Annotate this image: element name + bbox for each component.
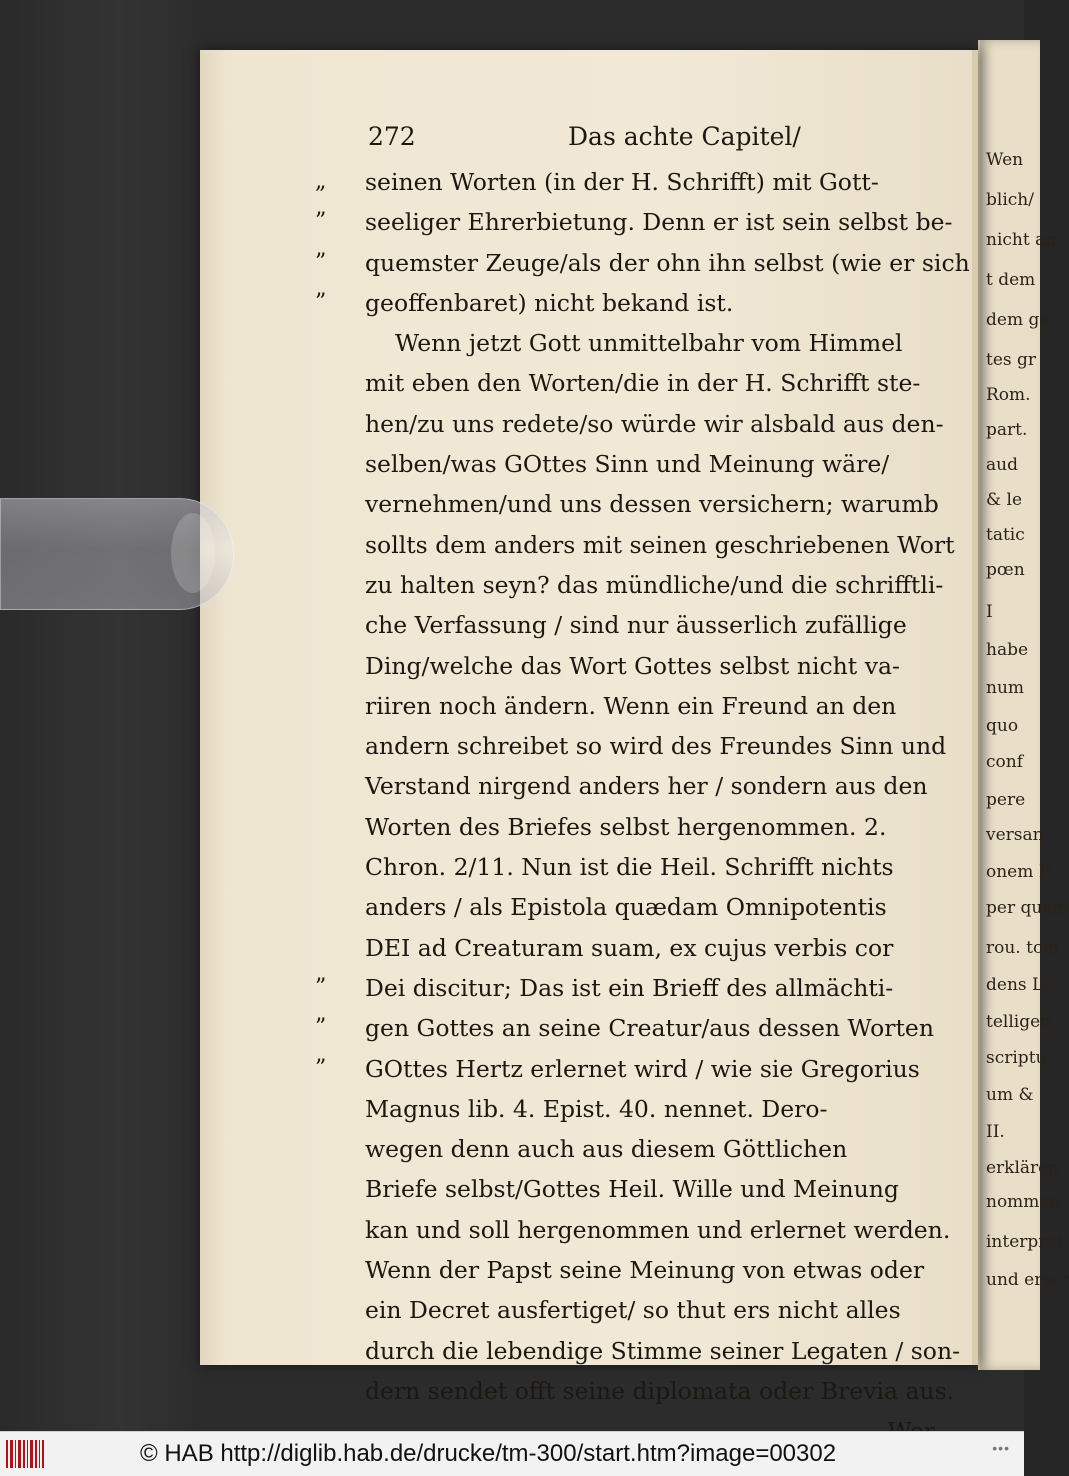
margin-quote-mark: ” — [315, 289, 327, 315]
text-line — [365, 363, 945, 403]
text-line — [365, 1290, 945, 1330]
text-line — [315, 968, 945, 1008]
facing-page-fragment: quo — [986, 716, 1019, 736]
text-line — [365, 646, 945, 686]
hab-logo-icon — [6, 1440, 44, 1468]
text-line — [365, 807, 945, 847]
more-icon[interactable]: ••• — [992, 1440, 1010, 1456]
text-line-content: seeliger Ehrerbietung. Denn er ist sein selbst be- — [365, 208, 953, 237]
copyright-url[interactable]: © HAB http://diglib.hab.de/drucke/tm-300/start.htm?image=00302 — [140, 1440, 837, 1467]
text-line-content: DEI ad Creaturam suam, ex cujus verbis cor — [365, 933, 894, 962]
text-line-content: zu halten seyn? das mündliche/und die schrifftli- — [365, 570, 944, 599]
text-line — [365, 887, 945, 927]
facing-page-fragment: nicht an — [986, 230, 1057, 250]
status-bar — [0, 1431, 1024, 1476]
text-line-content: sollts dem anders mit seinen geschriebenen Wort — [365, 530, 955, 559]
text-line — [365, 928, 945, 968]
page-number: 272 — [368, 122, 416, 151]
facing-page-fragment: und ersor — [986, 1270, 1069, 1290]
text-line-content: mit eben den Worten/die in der H. Schrifft ste- — [365, 369, 921, 398]
facing-page-fragment: dem ge — [986, 310, 1050, 330]
facing-page-fragment: Wen — [986, 150, 1024, 170]
facing-page-fragment: erklären — [986, 1158, 1060, 1178]
text-line — [315, 162, 945, 202]
text-line — [365, 444, 945, 484]
text-line — [365, 484, 945, 524]
facing-page-fragment: pœn — [986, 560, 1025, 580]
page-edge — [972, 50, 978, 1365]
facing-page-fragment: blich/ — [986, 190, 1034, 210]
facing-page-fragment: per quam — [986, 898, 1069, 918]
text-line-content: Wenn der Papst seine Meinung von etwas oder — [365, 1256, 925, 1285]
text-line — [365, 1331, 961, 1371]
text-line-content: durch die lebendige Stimme seiner Legaten / son- — [365, 1336, 961, 1365]
text-line-content: wegen denn auch aus diesem Göttlichen — [365, 1135, 848, 1164]
margin-quote-mark: ” — [315, 974, 327, 1000]
text-line-content: selben/was GOttes Sinn und Meinung wäre/ — [365, 450, 890, 479]
facing-page-fragment: I — [986, 602, 993, 622]
text-line — [365, 404, 945, 444]
text-line — [315, 283, 945, 323]
facing-page-fragment: num — [986, 678, 1025, 698]
text-line-content: Verstand nirgend anders her / sondern aus den — [365, 772, 928, 801]
text-line — [315, 1049, 945, 1089]
text-line — [365, 847, 945, 887]
text-line-content: Wenn jetzt Gott unmittelbahr vom Himmel — [395, 329, 903, 358]
facing-page-fragment: pere — [986, 790, 1026, 810]
text-line-content: che Verfassung / sind nur äusserlich zufällige — [365, 611, 907, 640]
text-line-content: andern schreibet so wird des Freundes Sinn und — [365, 732, 947, 761]
text-line-content: vernehmen/und uns dessen versichern; warumb — [365, 490, 939, 519]
text-line — [315, 243, 970, 283]
facing-page — [978, 40, 1069, 1370]
text-line — [365, 1371, 955, 1411]
text-line — [365, 726, 945, 766]
text-line — [315, 1008, 945, 1048]
margin-quote-mark: ” — [315, 249, 327, 275]
text-line — [365, 686, 945, 726]
text-line-content: geoffenbaret) nicht bekand ist. — [365, 288, 734, 317]
text-line-content: seinen Worten (in der H. Schrifft) mit Gott- — [365, 168, 879, 196]
text-block — [315, 162, 970, 1452]
facing-page-fragment: telligen — [986, 1012, 1052, 1032]
book-page — [200, 50, 978, 1405]
text-line-content: Dei discitur; Das ist ein Brieff des allmächti- — [365, 973, 894, 1002]
facing-page-fragment: dens Le — [986, 975, 1054, 995]
text-line-content: gen Gottes an seine Creatur/aus dessen Worten — [365, 1014, 934, 1043]
text-line-content: anders / als Epistola quædam Omnipotentis — [365, 893, 887, 922]
text-line-content: kan und soll hergenommen und erlernet werden. — [365, 1215, 951, 1244]
text-line — [315, 202, 953, 242]
margin-quote-mark: ” — [315, 1055, 327, 1081]
text-line — [365, 1250, 945, 1290]
facing-page-fragment: versan — [986, 825, 1044, 845]
facing-page-fragment: tatic — [986, 525, 1025, 545]
text-line-content: riiren noch ändern. Wenn ein Freund an den — [365, 691, 897, 720]
text-line — [365, 565, 945, 605]
facing-page-fragment: onem P — [986, 862, 1051, 882]
facing-page-fragment: interpret. — [986, 1232, 1069, 1252]
facing-page-fragment: Rom. — [986, 385, 1031, 405]
facing-page-fragment: conf — [986, 752, 1023, 772]
facing-page-fragment: aud — [986, 455, 1018, 475]
margin-quote-mark: ” — [315, 1015, 327, 1041]
text-line-content: Briefe selbst/Gottes Heil. Wille und Meinung — [365, 1175, 899, 1204]
text-line-content: dern sendet offt seine diplomata oder Brevia aus. — [365, 1376, 955, 1405]
text-line-content: Magnus lib. 4. Epist. 40. nennet. Dero- — [365, 1094, 828, 1123]
text-line — [365, 323, 945, 363]
text-line-content: Ding/welche das Wort Gottes selbst nicht va- — [365, 651, 900, 680]
facing-page-fragment: & le — [986, 490, 1023, 510]
text-line — [365, 1129, 945, 1169]
text-line — [365, 1169, 945, 1209]
facing-page-fragment: um & — [986, 1085, 1034, 1105]
facing-page-fragment: t dem — [986, 270, 1036, 290]
margin-quote-mark: ” — [315, 209, 327, 235]
facing-page-fragment: nommen — [986, 1192, 1061, 1212]
book-holder-clip — [0, 498, 234, 610]
facing-page-fragment: scriptu — [986, 1048, 1047, 1068]
facing-page-fragment: habe — [986, 640, 1029, 660]
text-line — [365, 525, 955, 565]
text-line — [365, 766, 945, 806]
text-line — [365, 605, 945, 645]
facing-page-fragment: tes gr — [986, 350, 1037, 370]
running-head — [368, 122, 928, 162]
facing-page-fragment: II. — [986, 1122, 1005, 1142]
text-line — [365, 1210, 951, 1250]
text-line-content: Worten des Briefes selbst hergenommen. 2. — [365, 812, 887, 841]
chapter-title: Das achte Capitel/ — [568, 122, 801, 151]
text-line-content: hen/zu uns redete/so würde wir alsbald aus den- — [365, 409, 944, 438]
facing-page-fragment: part. — [986, 420, 1028, 440]
text-line-content: quemster Zeuge/als der ohn ihn selbst (wie er sich — [365, 248, 970, 277]
text-line-content: ein Decret ausfertiget/ so thut ers nicht alles — [365, 1296, 901, 1325]
text-line-content: GOttes Hertz erlernet wird / wie sie Gregorius — [365, 1054, 920, 1083]
text-line-content: Chron. 2/11. Nun ist die Heil. Schrifft nichts — [365, 853, 894, 882]
facing-page-fragment: rou. tom. — [986, 938, 1065, 958]
margin-quote-mark: „ — [315, 169, 327, 194]
text-line — [365, 1089, 945, 1129]
